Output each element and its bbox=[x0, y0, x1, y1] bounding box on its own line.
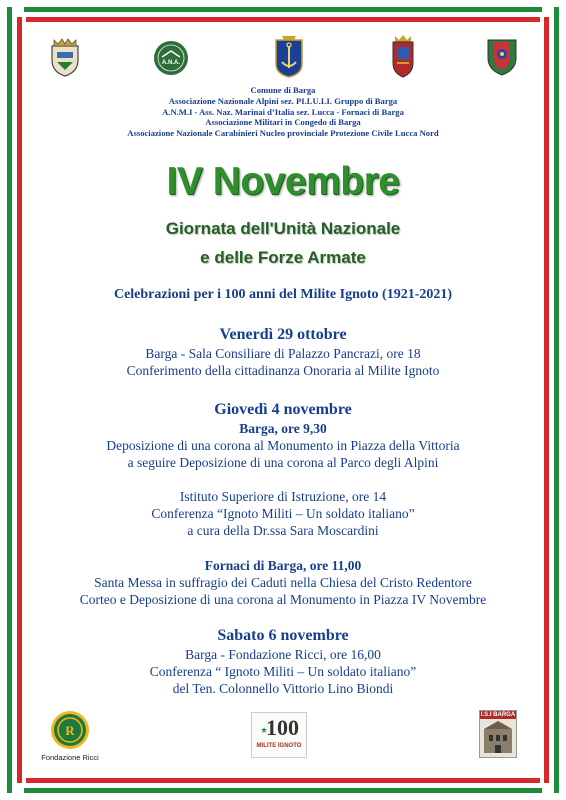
frame-bottom-red bbox=[26, 778, 540, 783]
org-line: Associazione Nazionale Carabinieri Nucleo provinciale Protezione Civile Lucca Nord bbox=[127, 128, 439, 139]
page-title: IV Novembre bbox=[166, 160, 400, 203]
carabinieri-protection-emblem-icon bbox=[486, 36, 518, 76]
barga-coat-of-arms-icon bbox=[48, 36, 82, 78]
fondazione-ricci-caption: Fondazione Ricci bbox=[41, 753, 99, 762]
military-emblem-icon bbox=[390, 33, 416, 79]
event-sabato bbox=[0, 626, 566, 697]
subtitle-line-2: e delle Forze Armate bbox=[200, 248, 366, 267]
fondazione-ricci-logo-icon bbox=[50, 710, 90, 750]
frame-top-red bbox=[26, 17, 540, 22]
event-heading: Giovedì 4 novembre bbox=[214, 401, 352, 418]
event-line: Santa Messa in suffragio dei Caduti nella Chiesa del Cristo Redentore bbox=[94, 575, 472, 590]
event-line: Conferimento della cittadinanza Onoraria al Milite Ignoto bbox=[126, 363, 440, 378]
event-line: Barga - Sala Consiliare di Palazzo Pancrazi, ore 18 bbox=[145, 346, 421, 361]
event-heading: Sabato 6 novembre bbox=[217, 627, 349, 644]
event-line: Barga - Fondazione Ricci, ore 16,00 bbox=[185, 647, 381, 662]
centenary-text: MILITE IGNOTO bbox=[256, 743, 302, 749]
svg-text:A.N.A.: A.N.A. bbox=[162, 60, 180, 66]
event-line: a seguire Deposizione di una corona al Parco degli Alpini bbox=[127, 455, 439, 470]
frame-bottom-green bbox=[24, 788, 542, 793]
event-line: Deposizione di una corona al Monumento in Piazza della Vittoria bbox=[106, 438, 460, 453]
frame-top-green bbox=[24, 7, 542, 12]
event-line: del Ten. Colonnello Vittorio Lino Biondi bbox=[172, 681, 394, 696]
event-line: Istituto Superiore di Istruzione, ore 14 bbox=[179, 489, 387, 504]
org-line: Associazione Nazionale Alpini sez. PI.LU.LI. Gruppo di Barga bbox=[168, 95, 398, 106]
alpini-badge-icon bbox=[153, 40, 189, 76]
organizations-list bbox=[60, 85, 506, 139]
event-heading: Fornaci di Barga, ore 11,00 bbox=[204, 558, 362, 573]
event-venerdi bbox=[0, 325, 566, 379]
event-place: Barga, ore 9,30 bbox=[239, 421, 327, 436]
marinai-anchor-icon bbox=[274, 34, 304, 78]
org-line: Comune di Barga bbox=[250, 85, 316, 95]
isi-barga-label: I.S.I BARGA bbox=[480, 712, 516, 718]
event-fornaci bbox=[0, 557, 566, 608]
svg-text:R: R bbox=[65, 723, 75, 738]
org-line: A.N.M.I - Ass. Naz. Marinai d’Italia sez. Lucca - Fornaci di Barga bbox=[162, 106, 404, 117]
event-line: Conferenza “ Ignoto Militi – Un soldato italiano” bbox=[149, 664, 417, 679]
event-line: Corteo e Deposizione di una corona al Monumento in Piazza IV Novembre bbox=[79, 592, 487, 607]
event-giovedi-conference bbox=[0, 488, 566, 539]
celebration-line: Celebrazioni per i 100 anni del Milite Ignoto (1921-2021) bbox=[113, 287, 453, 302]
event-giovedi bbox=[0, 400, 566, 471]
event-line: a cura della Dr.ssa Sara Moscardini bbox=[187, 523, 379, 538]
org-line: Associazione Militari in Congedo di Barga bbox=[205, 117, 361, 128]
subtitle-line-1: Giornata dell'Unità Nazionale bbox=[165, 219, 401, 238]
isi-barga-logo bbox=[479, 710, 517, 758]
centenary-logo bbox=[251, 712, 307, 758]
isi-building-icon bbox=[480, 719, 516, 757]
event-line: Conferenza “Ignoto Militi – Un soldato italiano” bbox=[151, 506, 415, 521]
event-heading: Venerdì 29 ottobre bbox=[219, 326, 347, 343]
centenary-number: 100 bbox=[266, 715, 299, 740]
